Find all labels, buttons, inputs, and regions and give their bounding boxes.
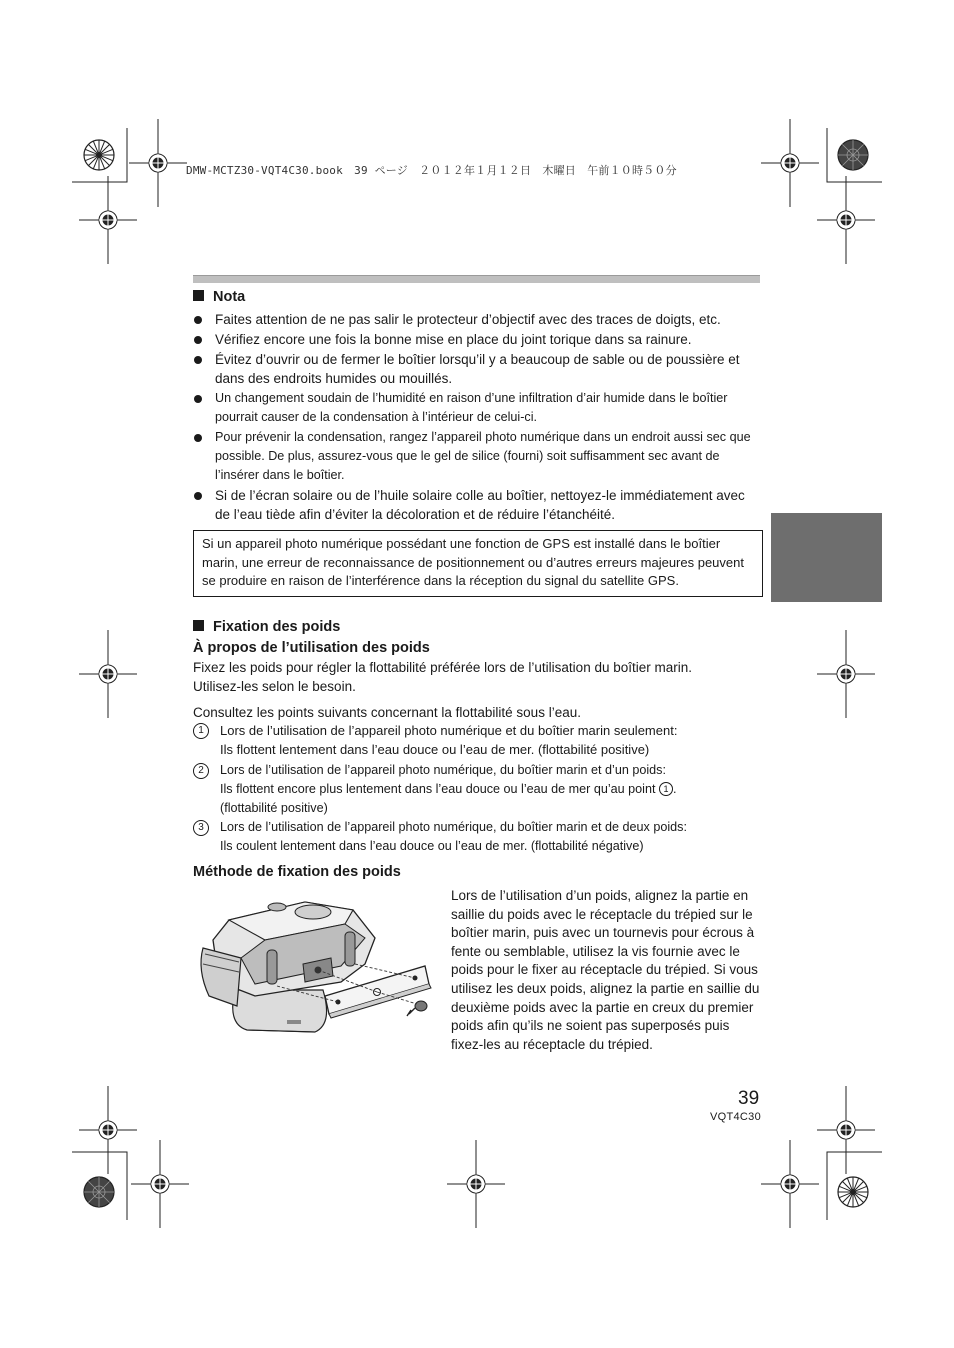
bullet-icon xyxy=(194,434,202,442)
model-code: VQT4C30 xyxy=(710,1111,762,1123)
print-file-header: DMW-MCTZ30-VQT4C30.book 39 ページ ２０１２年１月１２日 木曜日 午前１０時５０分 xyxy=(186,164,677,177)
weights-intro-line2: Utilisez-les selon le besoin. xyxy=(193,679,356,694)
bullet-icon xyxy=(194,356,202,364)
chapter-side-tab xyxy=(771,513,882,602)
about-weights-subheading: À propos de l’utilisation des poids xyxy=(193,640,430,656)
weights-intro-line1: Fixez les poids pour régler la flottabilité préférée lors de l’utilisation du boîtier marin. xyxy=(193,660,692,675)
circled-number-icon: 2 xyxy=(193,763,209,779)
circled-number-icon: 1 xyxy=(193,723,209,739)
buoyancy-item-2: 2 Lors de l’utilisation de l’appareil photo numérique, du boîtier marin et d’un poids: Ils flottent encore plus lentement dans l’eau douce ou l’eau de mer qu’au point 1 . (flottabilité positive) xyxy=(193,761,763,818)
buoyancy-consult-text: Consultez les points suivants concernant la flottabilité sous l’eau. xyxy=(193,705,581,720)
bullet-icon xyxy=(194,316,202,324)
bullet-icon xyxy=(194,492,202,500)
list-item: Évitez d’ouvrir ou de fermer le boîtier lorsqu’il y a beaucoup de sable ou de poussière et dans des endroits humides ou mouillés. xyxy=(193,350,763,388)
weight-attachment-illustration xyxy=(195,892,440,1044)
list-item: Pour prévenir la condensation, rangez l’appareil photo numérique dans un endroit aussi sec que possible. De plus, assurez-vous que le gel de silice (fourni) soit suffisamment sec avant de l’insérer dans le boîtier. xyxy=(193,428,763,485)
circled-number-icon: 3 xyxy=(193,820,209,836)
weights-heading: Fixation des poids xyxy=(193,619,340,635)
method-subheading: Méthode de fixation des poids xyxy=(193,864,401,880)
nota-heading: Nota xyxy=(193,289,245,305)
bullet-icon xyxy=(194,395,202,403)
circled-number-icon: 1 xyxy=(659,782,673,796)
section-top-rule xyxy=(193,275,760,283)
page-number: 39 xyxy=(738,1088,760,1109)
bullet-icon xyxy=(194,336,202,344)
list-item: Un changement soudain de l’humidité en raison d’une infiltration d’air humide dans le boîtier pourrait causer de la condensation à l’intérieur de celui-ci. xyxy=(193,389,763,427)
list-item: Vérifiez encore une fois la bonne mise en place du joint torique dans sa rainure. xyxy=(193,330,763,349)
buoyancy-item-1: 1 Lors de l’utilisation de l’appareil photo numérique et du boîtier marin seulement: Ils flottent lentement dans l’eau douce ou l’eau de mer. (flottabilité positive) xyxy=(193,721,763,759)
gps-notice-box: Si un appareil photo numérique possédant une fonction de GPS est installé dans le boîtier marin, une erreur de reconnaissance de positionnement ou d’autres erreurs majeures peuvent se produire en raison de l’interférence dans la réception du signal du satellite GPS. xyxy=(193,530,763,597)
list-item: Faites attention de ne pas salir le protecteur d’objectif avec des traces de doigts, etc. xyxy=(193,310,763,329)
method-description: Lors de l’utilisation d’un poids, alignez la partie en saillie du poids avec le réceptacle du trépied sur le boîtier marin, puis avec un tournevis pour écrous à fente ou semblable, utilisez la vis fournie avec le poids pour le fixer au réceptacle du trépied. Si vous utilisez les deux poids, alignez la partie en saillie du deuxième poids avec la partie en creux du premier poids afin qu’ils ne soient pas superposés puis fixez-les au réceptacle du trépied. xyxy=(451,888,760,1052)
buoyancy-item-3: 3 Lors de l’utilisation de l’appareil photo numérique, du boîtier marin et de deux poids: Ils coulent lentement dans l’eau douce ou l’eau de mer. (flottabilité négative) xyxy=(193,818,763,856)
square-bullet-icon xyxy=(193,620,204,631)
nota-bullet-list xyxy=(193,310,763,525)
square-bullet-icon xyxy=(193,290,204,301)
list-item: Si de l’écran solaire ou de l’huile solaire colle au boîtier, nettoyez-le immédiatement avec de l’eau tiède afin d’éviter la décoloration et de réduire l’étanchéité. xyxy=(193,486,763,524)
